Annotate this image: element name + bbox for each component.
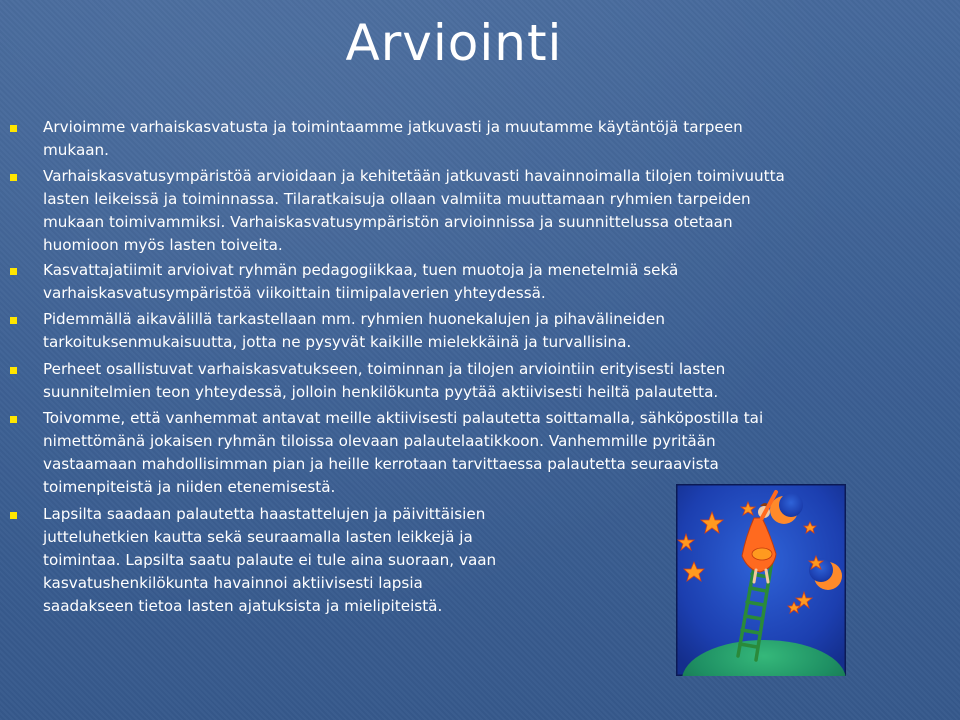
- bullet-text-line: lasten leikeissä ja toiminnassa. Tilaratkaisuja ollaan valmiita muuttamaan ryhmien tarpeiden: [43, 190, 751, 208]
- bullet-text-line: kasvatushenkilökunta havainnoi aktiivisesti lapsia: [43, 574, 423, 592]
- bullet-text-line: nimettömänä jokaisen ryhmän tiloissa olevaan palautelaatikkoon. Vanhemmille pyritään: [43, 432, 716, 450]
- bullet-text-line: Perheet osallistuvat varhaiskasvatukseen, toiminnan ja tilojen arviointiin erityisesti lasten: [43, 360, 726, 378]
- slide-title: Arviointi: [345, 14, 563, 72]
- bullet-text-line: Toivomme, että vanhemmat antavat meille aktiivisesti palautetta soittamalla, sähköpostilla tai: [43, 409, 764, 427]
- bullet-text-line: suunnitelmien teon yhteydessä, jolloin henkilökunta pyytää aktiivisesti heiltä palautetta.: [43, 383, 719, 401]
- bullet-text-line: Varhaiskasvatusympäristöä arvioidaan ja kehitetään jatkuvasti havainnoimalla tilojen toimivuutta: [43, 167, 785, 185]
- child-on-ladder-reaching-stars-illustration: [676, 484, 846, 676]
- bullet-item-6: [43, 407, 763, 499]
- bullet-item-3: [43, 259, 678, 305]
- bullet-square-icon: [10, 416, 17, 423]
- bullet-square-icon: [10, 268, 17, 275]
- bullet-square-icon: [10, 367, 17, 374]
- bullet-text-line: Lapsilta saadaan palautetta haastattelujen ja päivittäisien: [43, 505, 486, 523]
- bullet-text-line: saadakseen tietoa lasten ajatuksista ja mielipiteistä.: [43, 597, 443, 615]
- bullet-text-line: mukaan.: [43, 141, 110, 159]
- bullet-square-icon: [10, 512, 17, 519]
- bullet-item-7: [43, 503, 496, 618]
- bullet-text-line: toimintaa. Lapsilta saatu palaute ei tule aina suoraan, vaan: [43, 551, 497, 569]
- bullet-text-line: mukaan toimivammiksi. Varhaiskasvatusympäristön arvioinnissa ja suunnittelussa otetaan: [43, 213, 733, 231]
- bullet-square-icon: [10, 125, 17, 132]
- bullet-text-line: Arvioimme varhaiskasvatusta ja toimintaamme jatkuvasti ja muutamme käytäntöjä tarpeen: [43, 118, 743, 136]
- bullet-text-line: vastaamaan mahdollisimman pian ja heille kerrotaan tarvittaessa palautetta seuraavista: [43, 455, 719, 473]
- bullet-item-1: [43, 116, 743, 162]
- bullet-text-line: huomioon myös lasten toiveita.: [43, 236, 283, 254]
- bullet-item-2: [43, 165, 785, 257]
- bullet-text-line: toimenpiteistä ja niiden etenemisestä.: [43, 478, 336, 496]
- bullet-square-icon: [10, 317, 17, 324]
- bullet-item-5: [43, 358, 725, 404]
- bullet-text-line: varhaiskasvatusympäristöä viikoittain tiimipalaverien yhteydessä.: [43, 284, 546, 302]
- bullet-item-4: [43, 308, 665, 354]
- bullet-text-line: Kasvattajatiimit arvioivat ryhmän pedagogiikkaa, tuen muotoja ja menetelmiä sekä: [43, 261, 679, 279]
- bullet-text-line: jutteluhetkien kautta sekä seuraamalla lasten leikkejä ja: [43, 528, 473, 546]
- bullet-text-line: tarkoituksenmukaisuutta, jotta ne pysyvät kaikille mielekkäinä ja turvallisina.: [43, 333, 632, 351]
- bullet-square-icon: [10, 174, 17, 181]
- bullet-text-line: Pidemmällä aikavälillä tarkastellaan mm. ryhmien huonekalujen ja pihavälineiden: [43, 310, 666, 328]
